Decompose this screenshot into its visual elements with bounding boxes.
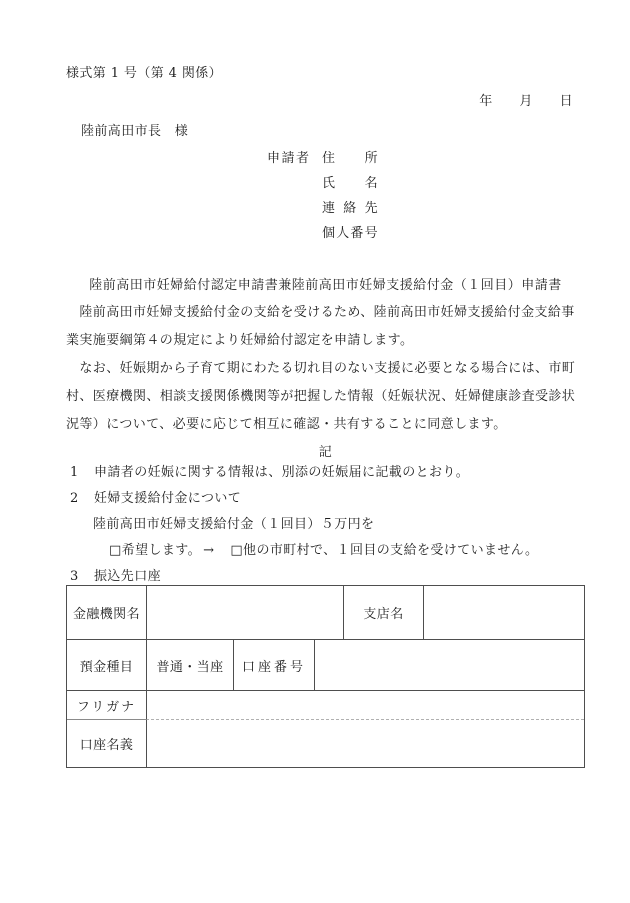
body-line-4: 村、医療機関、相談支援関係機関等が把握した情報（妊娠状況、妊婦健康診査受診状 — [66, 389, 576, 404]
applicant-label: 申請者 — [267, 151, 311, 166]
bank-account-table — [66, 585, 585, 768]
checkbox-line — [66, 538, 585, 564]
record-marker: 記 — [318, 445, 333, 460]
financial-institution-value-cell — [146, 586, 343, 639]
applicant-row-contact — [66, 202, 585, 215]
body-line-3: なお、妊娠期から子育て期にわたる切れ目のない支援に必要となる場合には、市町 — [66, 361, 576, 376]
item-3-number: 3 — [70, 569, 79, 584]
financial-institution-label-cell: 金融機関名 — [72, 607, 140, 622]
account-number-value-cell — [314, 640, 584, 690]
date-line: 年 月 日 — [479, 94, 573, 109]
account-holder-label-cell: 口座名義 — [67, 719, 146, 767]
checkbox-icon: □ — [230, 543, 244, 558]
applicant-row-name — [66, 177, 585, 190]
grant-amount-line: 陸前高田市妊婦支援給付金（１回目）５万円を — [93, 517, 375, 532]
document-title: 陸前高田市妊婦給付認定申請書兼陸前高田市妊婦支援給付金（１回目）申請書 — [89, 278, 562, 293]
checkbox-icon: □ — [109, 543, 122, 558]
furigana-value-cell — [146, 691, 584, 719]
applicant-row-personal-number — [66, 227, 585, 240]
item-2-number: 2 — [70, 491, 79, 506]
body-line-1: 陸前高田市妊婦支援給付金の支給を受けるため、陸前高田市妊婦支援給付金支給事 — [66, 305, 575, 320]
furigana-label-cell: フリガナ — [76, 699, 137, 715]
branch-name-value-cell — [423, 586, 584, 639]
applicant-label-spacer — [267, 227, 313, 240]
table-row-financial-institution — [67, 586, 584, 639]
branch-name-label-cell: 支店名 — [343, 586, 423, 639]
body-paragraphs — [66, 299, 585, 439]
form-number: 様式第 1 号（第 4 関係） — [66, 66, 223, 81]
checkbox-option-no-other-payment-label: 他の市町村で、１回目の支給を受けていません。 — [243, 543, 539, 558]
deposit-type-options-cell: 普通・当座 — [146, 640, 233, 690]
deposit-type-label-cell: 預金種目 — [79, 659, 134, 675]
body-line-5: 況等）について、必要に応じて相互に確認・共有することに同意します。 — [66, 417, 507, 432]
applicant-label-spacer — [267, 202, 313, 215]
numbered-list — [66, 460, 585, 590]
item-1-number: 1 — [70, 465, 79, 480]
item-2-text: 妊婦支援給付金について — [94, 491, 242, 506]
table-row-furigana — [67, 690, 584, 719]
table-row-deposit-type — [67, 639, 584, 690]
table-row-account-holder — [67, 719, 584, 767]
list-item-2 — [66, 486, 585, 512]
document-content — [66, 0, 585, 768]
checkbox-option-hope — [109, 538, 201, 564]
body-line-2: 業実施要綱第４の規定により妊婦給付認定を申請します。 — [66, 333, 414, 348]
account-holder-value-cell — [146, 719, 584, 767]
checkbox-option-hope-label: 希望します。 — [121, 543, 202, 558]
applicant-row-address — [66, 152, 585, 165]
item-3-text: 振込先口座 — [94, 569, 162, 584]
applicant-field-contact: 連絡先 — [322, 201, 378, 216]
list-item-1 — [66, 460, 585, 486]
applicant-label-spacer — [267, 177, 313, 190]
applicant-field-address: 住所 — [322, 151, 378, 166]
applicant-field-name: 氏名 — [322, 176, 378, 191]
applicant-field-personal-number: 個人番号 — [322, 226, 378, 241]
arrow-icon: → — [203, 543, 215, 558]
item-1-text: 申請者の妊娠に関する情報は、別添の妊娠届に記載のとおり。 — [94, 465, 470, 480]
addressee: 陸前高田市長 様 — [81, 124, 189, 139]
checkbox-option-no-other-payment — [230, 538, 538, 564]
applicant-block — [66, 152, 585, 240]
account-number-label-cell: 口座番号 — [233, 640, 314, 690]
